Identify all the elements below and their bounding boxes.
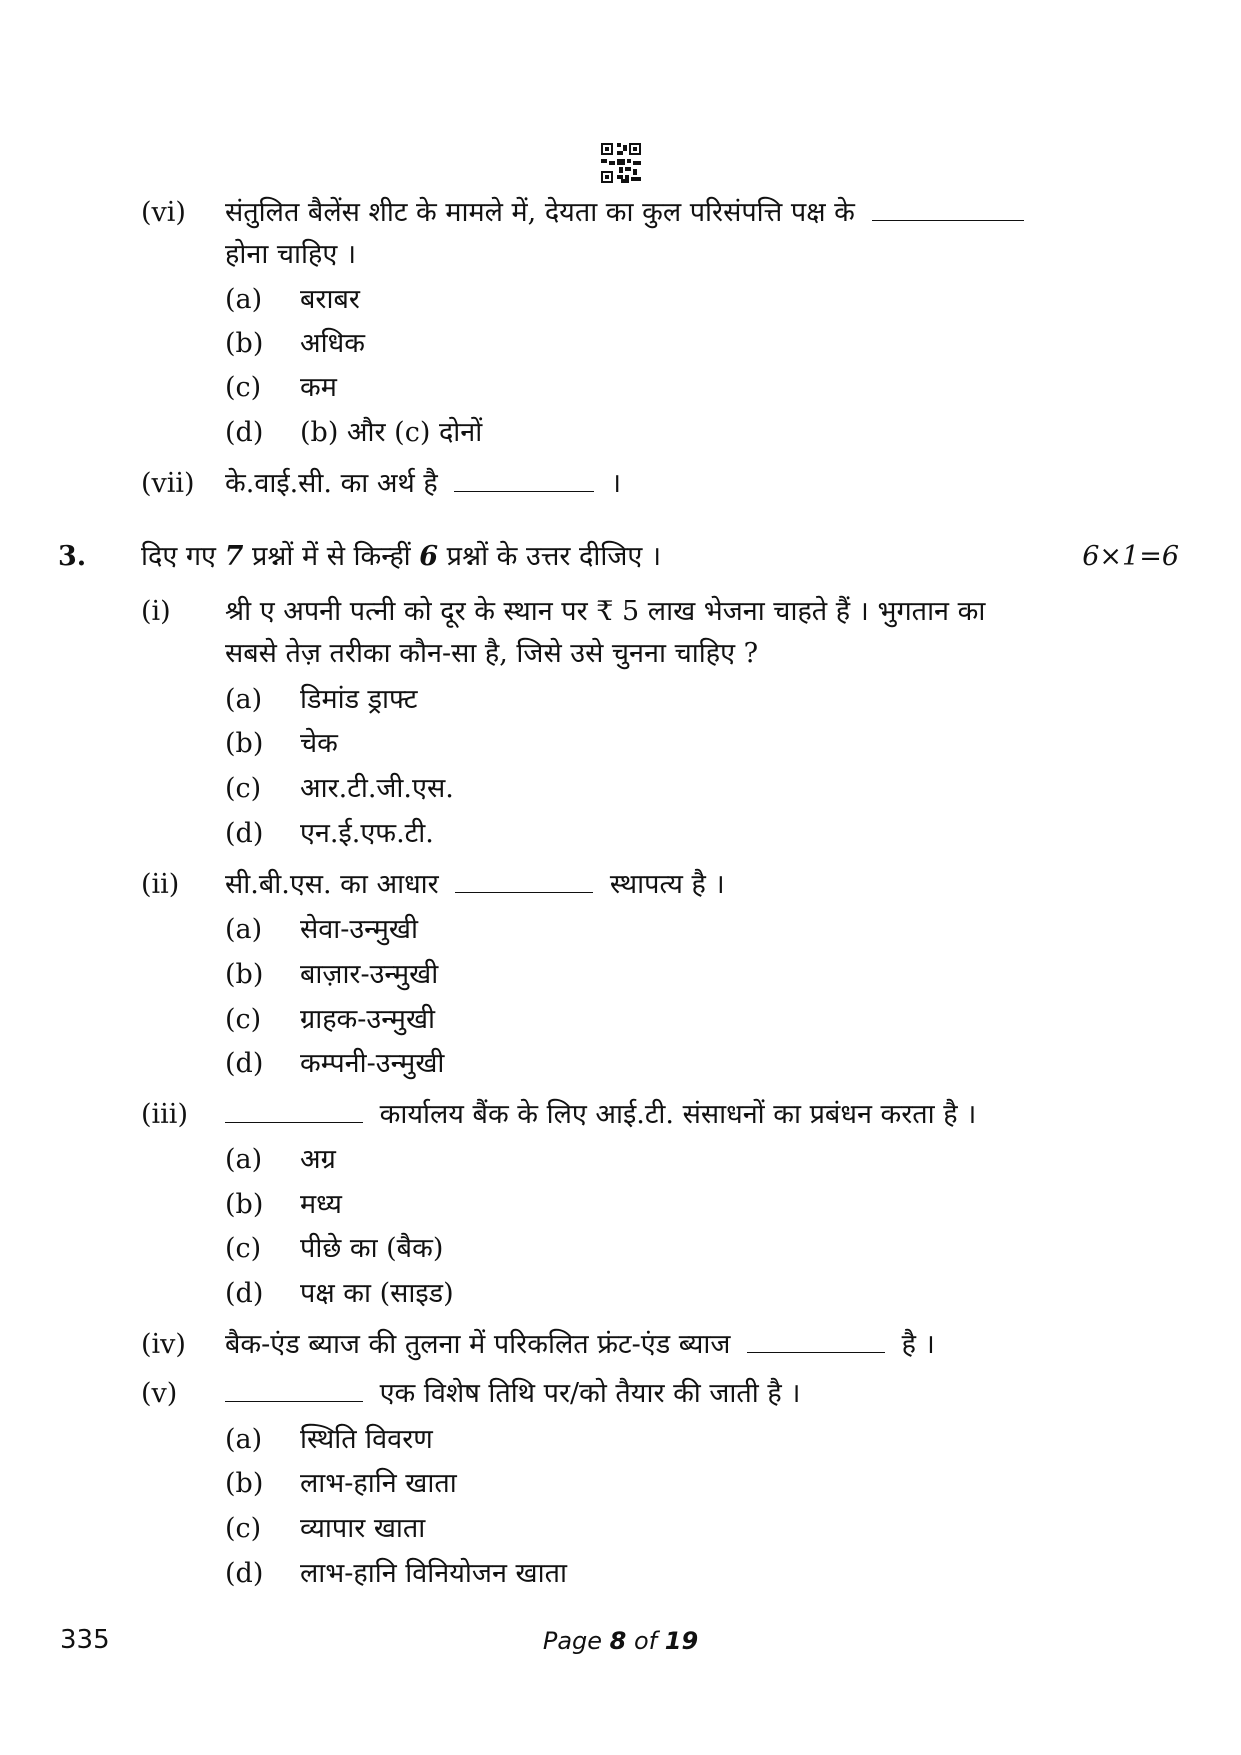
question-text-part: संतुलित बैलेंस शीट के मामले में, देयता का कुल परिसंपत्ति पक्ष के [225, 197, 855, 228]
option-label: (b) [225, 959, 264, 990]
question-number: (vii) [141, 468, 195, 499]
paper-code: 335 [60, 1625, 110, 1655]
option-label: (c) [225, 1004, 262, 1035]
question-number: (i) [141, 596, 171, 627]
question-text-part: कार्यालय बैंक के लिए आई.टी. संसाधनों का प्रबंधन करता है । [379, 1099, 977, 1130]
marks-allocation: 6×1=6 [1082, 541, 1179, 572]
page-prefix: Page [542, 1627, 610, 1655]
option-text: लाभ-हानि खाता [300, 1468, 457, 1499]
instruction-count: 7 [224, 541, 244, 572]
question-text-part: । [610, 468, 622, 499]
option-label: (d) [225, 1048, 264, 1079]
question-text [225, 868, 725, 902]
option-text: व्यापार खाता [300, 1513, 426, 1544]
question-text [225, 196, 1024, 230]
instruction-part: दिए गए [141, 541, 225, 572]
page-of: of [626, 1627, 665, 1655]
option-label: (b) [225, 1189, 264, 1220]
option-label: (d) [225, 1558, 264, 1589]
question-text [225, 1328, 935, 1362]
question-number: (ii) [141, 869, 180, 900]
option-text: कम [300, 372, 337, 403]
option-text: स्थिति विवरण [300, 1424, 433, 1455]
option-text: अग्र [300, 1144, 336, 1175]
option-label: (a) [225, 684, 263, 715]
answer-blank [225, 1098, 363, 1123]
option-text: मध्य [300, 1189, 342, 1220]
answer-blank [455, 868, 593, 893]
question-text-part: एक विशेष तिथि पर/को तैयार की जाती है । [379, 1378, 801, 1409]
option-text: एन.ई.एफ.टी. [300, 818, 434, 849]
question-text [225, 1377, 801, 1411]
answer-blank [872, 196, 1024, 221]
option-text: सेवा-उन्मुखी [300, 914, 418, 945]
question-text-part: बैक-एंड ब्याज की तुलना में परिकलित फ्रंट-एंड ब्याज [225, 1329, 731, 1360]
question-text-part: है । [901, 1329, 935, 1360]
qr-code-icon [601, 143, 641, 183]
option-text: लाभ-हानि विनियोजन खाता [300, 1558, 567, 1589]
option-label: (b) [225, 728, 264, 759]
page-total: 19 [664, 1627, 699, 1655]
option-label: (a) [225, 914, 263, 945]
question-number: (vi) [141, 197, 186, 228]
question-text-line2: होना चाहिए । [225, 239, 357, 270]
option-text: बाज़ार-उन्मुखी [300, 959, 439, 990]
instruction-count: 6 [419, 541, 439, 572]
instruction-part: प्रश्नों के उत्तर दीजिए । [438, 541, 662, 572]
option-label: (b) [225, 328, 264, 359]
option-text: कम्पनी-उन्मुखी [300, 1048, 445, 1079]
option-text: ग्राहक-उन्मुखी [300, 1004, 436, 1035]
question-text-part: के.वाई.सी. का अर्थ है [225, 468, 438, 499]
option-text: आर.टी.जी.एस. [300, 773, 454, 804]
option-label: (d) [225, 417, 264, 448]
answer-blank [747, 1328, 885, 1353]
option-text: (b) और (c) दोनों [300, 417, 483, 448]
option-label: (c) [225, 1513, 262, 1544]
option-text: बराबर [300, 284, 360, 315]
question-text: श्री ए अपनी पत्नी को दूर के स्थान पर ₹ 5 लाख भेजना चाहते हैं । भुगतान का [225, 596, 986, 627]
option-label: (c) [225, 1233, 262, 1264]
question-text-line2: सबसे तेज़ तरीका कौन-सा है, जिसे उसे चुनना चाहिए ? [225, 638, 759, 669]
question-text [225, 1098, 976, 1132]
option-text: चेक [300, 728, 338, 759]
option-text: अधिक [300, 328, 365, 359]
option-text: पीछे का (बैक) [300, 1233, 444, 1264]
question-instruction [141, 540, 661, 574]
option-label: (d) [225, 1278, 264, 1309]
page-number [0, 1627, 1241, 1655]
option-label: (a) [225, 1424, 263, 1455]
answer-blank [454, 467, 594, 492]
answer-blank [225, 1377, 363, 1402]
question-number: (iii) [141, 1099, 188, 1130]
question-number: 3. [58, 541, 87, 572]
question-number: (v) [141, 1378, 178, 1409]
option-label: (c) [225, 372, 262, 403]
option-label: (a) [225, 1144, 263, 1175]
option-label: (a) [225, 284, 263, 315]
option-label: (d) [225, 818, 264, 849]
option-text: पक्ष का (साइड) [300, 1278, 454, 1309]
question-text-part: स्थापत्य है । [609, 869, 725, 900]
instruction-part: प्रश्नों में से किन्हीं [243, 541, 420, 572]
question-text-part: सी.बी.एस. का आधार [225, 869, 439, 900]
option-label: (b) [225, 1468, 264, 1499]
option-label: (c) [225, 773, 262, 804]
question-text [225, 467, 621, 501]
page-current: 8 [609, 1627, 627, 1655]
question-number: (iv) [141, 1329, 186, 1360]
option-text: डिमांड ड्राफ्ट [300, 684, 418, 715]
